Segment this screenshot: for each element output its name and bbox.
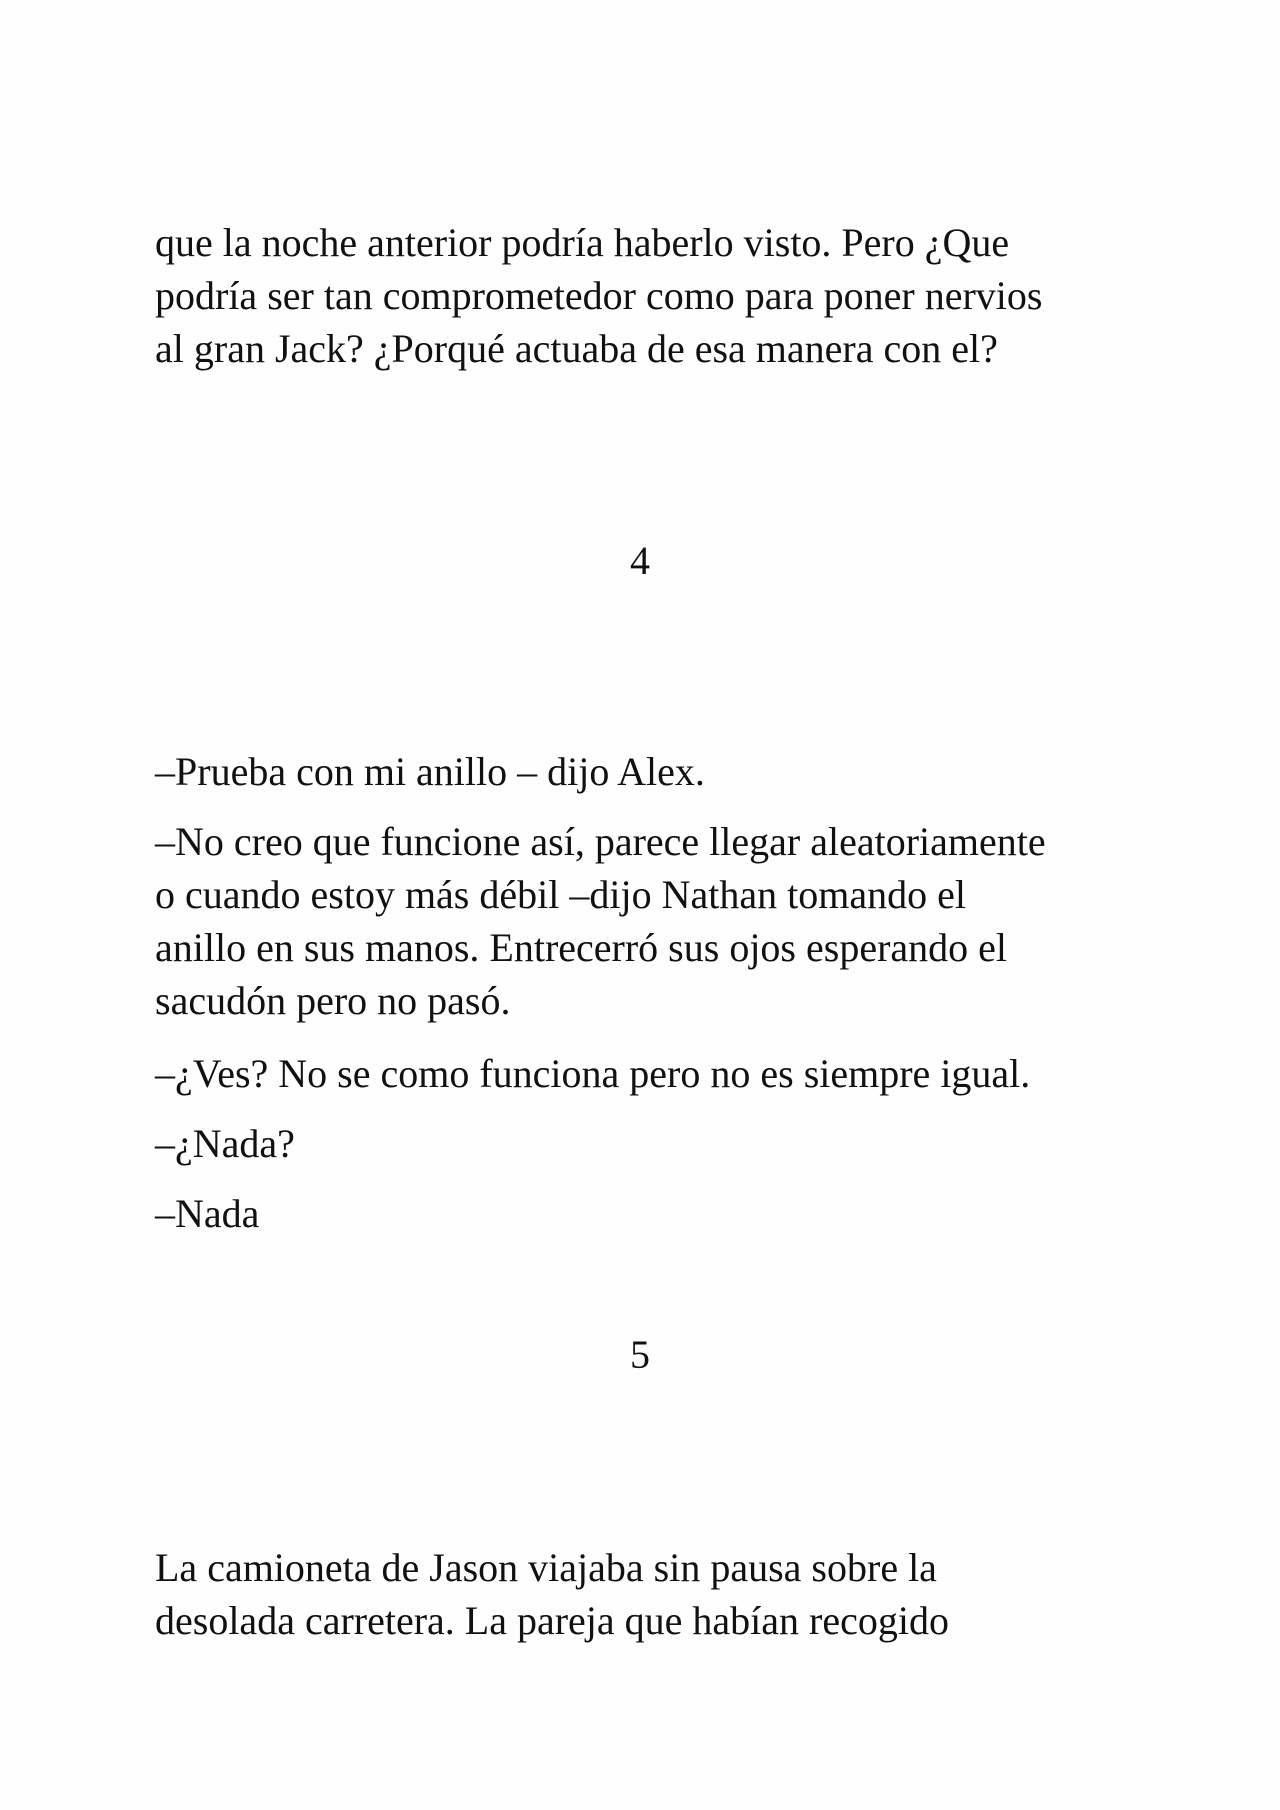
text-line: desolada carretera. La pareja que habían recogido [155, 1598, 949, 1643]
dialogue-line-3 [155, 1047, 1145, 1100]
dialogue-paragraph-2 [155, 815, 1145, 1027]
text-line: –¿Ves? No se como funciona pero no es siempre igual. [155, 1051, 1031, 1096]
text-line: –No creo que funcione así, parece llegar aleatoriamente [155, 819, 1046, 864]
text-line: La camioneta de Jason viajaba sin pausa sobre la [155, 1545, 937, 1590]
paragraph-intro [155, 216, 1145, 375]
text-line: –Prueba con mi anillo – dijo Alex. [155, 749, 705, 794]
dialogue-line-5 [155, 1187, 1145, 1240]
text-line: sacudón pero no pasó. [155, 978, 511, 1023]
text-line: que la noche anterior podría haberlo visto. Pero ¿Que [155, 220, 1010, 265]
dialogue-line-4 [155, 1117, 1145, 1170]
text-line: o cuando estoy más débil –dijo Nathan tomando el [155, 872, 966, 917]
paragraph-closing [155, 1541, 1145, 1647]
text-line: podría ser tan comprometedor como para poner nervios [155, 273, 1043, 318]
text-line: –Nada [155, 1191, 260, 1236]
chapter-number-5: 5 [630, 1332, 650, 1377]
text-line: –¿Nada? [155, 1121, 295, 1166]
text-line: anillo en sus manos. Entrecerró sus ojos esperando el [155, 925, 1008, 970]
chapter-number-4: 4 [630, 538, 650, 583]
text-line: al gran Jack? ¿Porqué actuaba de esa manera con el? [155, 326, 998, 371]
dialogue-line-1 [155, 745, 1145, 798]
